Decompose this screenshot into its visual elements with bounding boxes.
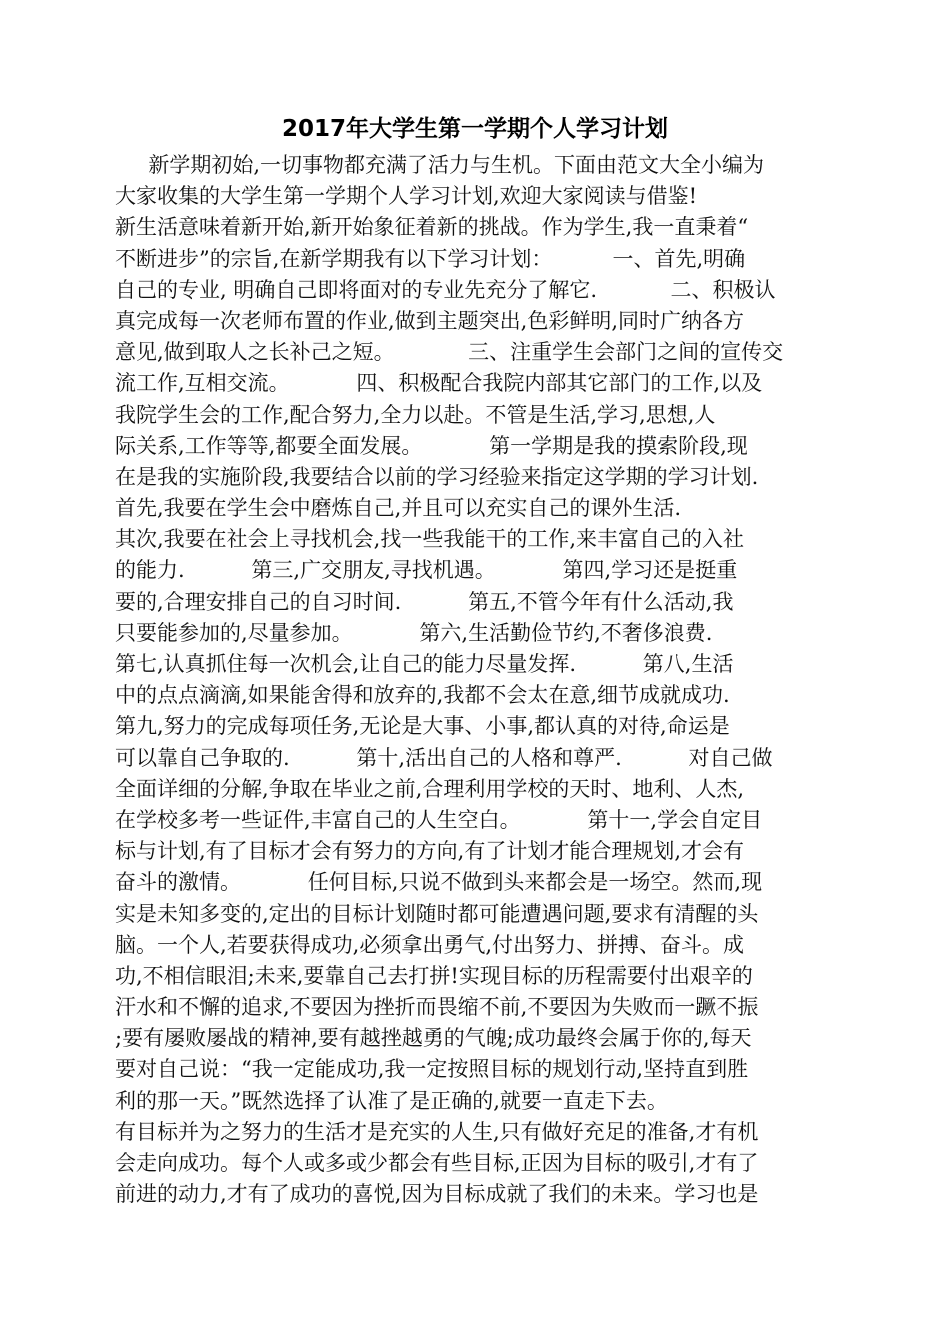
body-line: 在学校多考一些证件,丰富自己的人生空白。 第十一,学会自定目 bbox=[115, 807, 763, 832]
body-line: 在是我的实施阶段,我要结合以前的学习经验来指定这学期的学习计划. bbox=[115, 464, 759, 489]
body-line: 其次,我要在社会上寻找机会,找一些我能干的工作,来丰富自己的入社 bbox=[115, 527, 745, 552]
document-body bbox=[115, 150, 827, 1210]
body-line: 奋斗的激情。 任何目标,只说不做到头来都会是一场空。然而,现 bbox=[115, 870, 763, 895]
body-line: 首先,我要在学生会中磨炼自己,并且可以充实自己的课外生活. bbox=[115, 496, 682, 521]
body-line: 意见,做到取人之长补己之短。 三、注重学生会部门之间的宣传交 bbox=[115, 340, 784, 365]
body-line: 功,不相信眼泪;未来,要靠自己去打拼!实现目标的历程需要付出艰辛的 bbox=[115, 963, 753, 988]
body-line: 新生活意味着新开始,新开始象征着新的挑战。作为学生,我一直秉着“ bbox=[115, 215, 749, 240]
body-line: 全面详细的分解,争取在毕业之前,合理利用学校的天时、地利、人杰, bbox=[115, 776, 745, 801]
body-line: 会走向成功。每个人或多或少都会有些目标,正因为目标的吸引,才有了 bbox=[115, 1151, 759, 1175]
body-line: 要的,合理安排自己的自习时间. 第五,不管今年有什么活动,我 bbox=[115, 589, 734, 614]
body-line: 真完成每一次老师布置的作业,做到主题突出,色彩鲜明,同时广纳各方 bbox=[115, 308, 745, 333]
body-line: 要对自己说：“我一定能成功,我一定按照目标的规划行动,坚持直到胜 bbox=[115, 1057, 749, 1082]
body-line: 不断进步”的宗旨,在新学期我有以下学习计划： 一、首先,明确 bbox=[115, 246, 746, 271]
body-line: 大家收集的大学生第一学期个人学习计划,欢迎大家阅读与借鉴! bbox=[115, 184, 698, 209]
body-line: 汗水和不懈的追求,不要因为挫折而畏缩不前,不要因为失败而一蹶不振 bbox=[115, 995, 759, 1020]
body-line: ;要有屡败屡战的精神,要有越挫越勇的气魄;成功最终会属于你的,每天 bbox=[115, 1026, 752, 1051]
body-line: 可以靠自己争取的. 第十,活出自己的人格和尊严. 对自己做 bbox=[115, 745, 773, 770]
body-line: 流工作,互相交流。 四、积极配合我院内部其它部门的工作,以及 bbox=[115, 371, 763, 396]
document-title: 2017年大学生第一学期个人学习计划 bbox=[281, 116, 668, 142]
body-line: 只要能参加的,尽量参加。 第六,生活勤俭节约,不奢侈浪费. bbox=[115, 620, 713, 645]
body-line: 际关系,工作等等,都要全面发展。 第一学期是我的摸索阶段,现 bbox=[115, 433, 748, 458]
body-line: 实是未知多变的,定出的目标计划随时都可能遭遇问题,要求有清醒的头 bbox=[115, 901, 759, 926]
body-line: 的能力. 第三,广交朋友,寻找机遇。 第四,学习还是挺重 bbox=[115, 558, 738, 583]
body-line: 自己的专业, 明确自己即将面对的专业先充分了解它. 二、积极认 bbox=[115, 277, 776, 302]
body-line: 第七,认真抓住每一次机会,让自己的能力尽量发挥. 第八,生活 bbox=[115, 652, 734, 676]
body-line: 第九,努力的完成每项任务,无论是大事、小事,都认真的对待,命运是 bbox=[115, 714, 730, 739]
body-line: 脑。一个人,若要获得成功,必须拿出勇气,付出努力、拼搏、奋斗。成 bbox=[115, 932, 745, 957]
body-line: 利的那一天。”既然选择了认准了是正确的,就要一直走下去。 bbox=[115, 1088, 668, 1113]
body-line: 中的点点滴滴,如果能舍得和放弃的,我都不会太在意,细节成就成功. bbox=[115, 683, 730, 708]
body-line: 有目标并为之努力的生活才是充实的人生,只有做好充足的准备,才有机 bbox=[115, 1119, 759, 1144]
body-line: 标与计划,有了目标才会有努力的方向,有了计划才能合理规划,才会有 bbox=[115, 839, 745, 864]
body-line: 我院学生会的工作,配合努力,全力以赴。不管是生活,学习,思想,人 bbox=[115, 402, 716, 427]
body-line: 前进的动力,才有了成功的喜悦,因为目标成就了我们的未来。学习也是 bbox=[115, 1182, 759, 1207]
body-line: 新学期初始,一切事物都充满了活力与生机。下面由范文大全小编为 bbox=[115, 153, 765, 177]
